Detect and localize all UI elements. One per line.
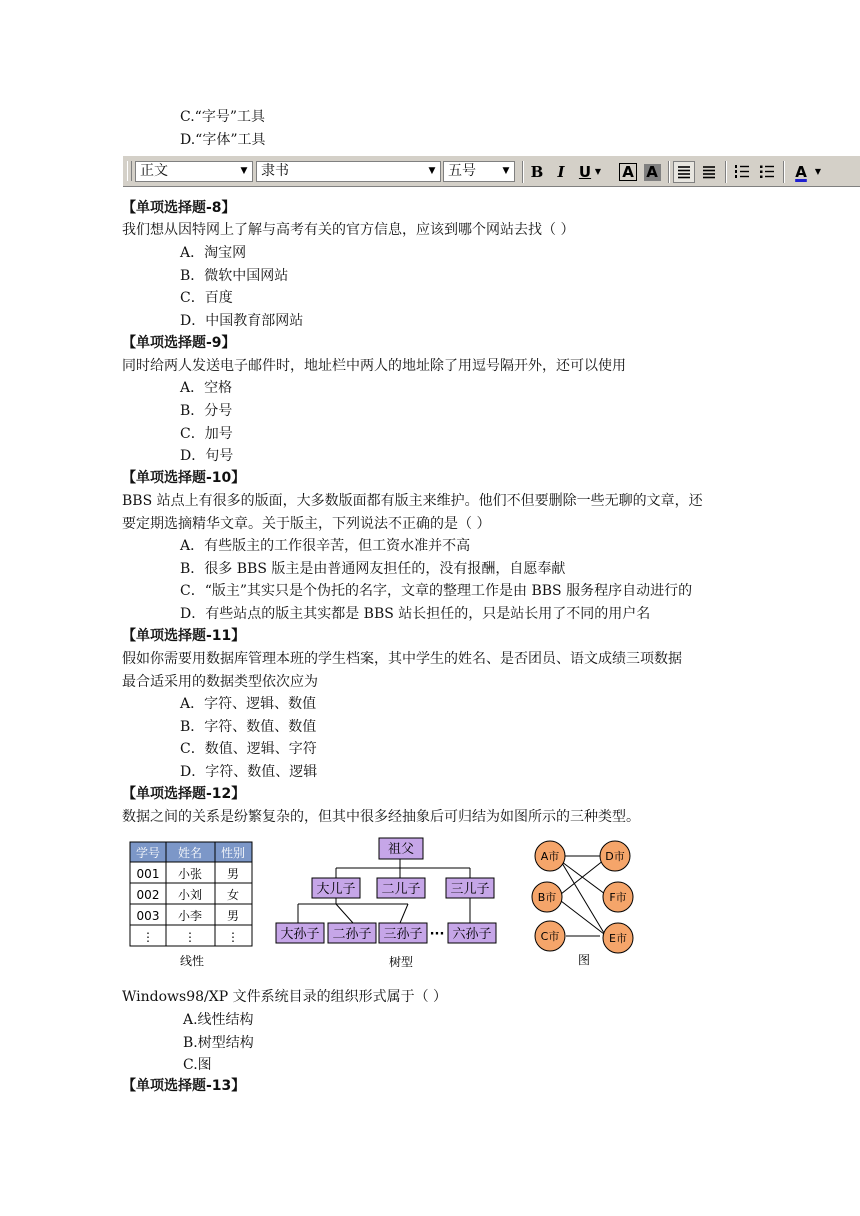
tree-grandchild-node: 大孙子: [280, 927, 320, 942]
option-c: C．数值、逻辑、字符: [180, 741, 317, 757]
table-header-cell: 性别: [220, 846, 246, 860]
tree-root-node: 祖父: [387, 842, 415, 857]
table-caption: 线性: [179, 954, 205, 968]
font-color-icon: A: [795, 163, 807, 181]
toolbar-grip: [127, 161, 132, 181]
option-c: C.图: [183, 1057, 212, 1073]
toolbar-separator: [725, 161, 727, 183]
prev-option-c: C.“字号”工具: [180, 109, 265, 125]
toolbar-separator: [668, 161, 670, 183]
justify-icon: [673, 161, 695, 183]
graph-node: D市: [605, 850, 625, 863]
table-cell: 小李: [177, 909, 203, 923]
option-a: A．淘宝网: [180, 245, 247, 261]
question-heading: 【单项选择题-8】: [122, 200, 236, 216]
option-b: B．微软中国网站: [180, 268, 289, 284]
table-header-cell: 学号: [135, 846, 161, 860]
option-a: A.线性结构: [183, 1012, 254, 1028]
dropdown-arrow-icon: ▼: [502, 166, 510, 176]
dropdown-arrow-icon: ▼: [240, 166, 248, 176]
option-a: A．空格: [180, 380, 233, 396]
data-structure-figure: [120, 832, 660, 977]
option-d: D．句号: [180, 448, 234, 464]
option-d: D．有些站点的版主其实都是 BBS 站长担任的，只是站长用了不同的用户名: [180, 606, 651, 622]
size-combo: [443, 161, 515, 182]
table-cell: ⋮: [184, 930, 196, 944]
option-b: B.树型结构: [183, 1035, 254, 1051]
font-value: 隶书: [261, 163, 289, 179]
table-cell: 小张: [177, 867, 203, 881]
table-cell: 003: [136, 909, 160, 923]
graph-node: B市: [537, 891, 557, 904]
table-cell: 002: [136, 888, 160, 902]
option-b: B．字符、数值、数值: [180, 719, 317, 735]
dropdown-arrow-icon: ▼: [594, 167, 602, 176]
option-a: A．有些版主的工作很辛苦，但工资水准并不高: [180, 538, 471, 554]
table-cell: ⋮: [227, 930, 239, 944]
question-heading: 【单项选择题-9】: [122, 335, 236, 351]
option-c: C．“版主”其实只是个伪托的名字，文章的整理工作是由 BBS 服务程序自动进行的: [180, 583, 693, 599]
tree-caption: 树型: [388, 955, 414, 969]
style-value: 正文: [140, 163, 168, 179]
tree-child-node: 二儿子: [381, 882, 421, 897]
numbered-list-icon: [731, 161, 753, 183]
tree-child-node: 三儿子: [450, 882, 490, 897]
graph-node: A市: [540, 850, 560, 863]
question-heading: 【单项选择题-10】: [122, 470, 246, 486]
tree-ellipsis: ···: [429, 927, 445, 942]
toolbar-separator: [522, 161, 524, 183]
table-cell: ⋮: [142, 930, 154, 944]
bold-icon: B: [530, 163, 544, 181]
question-heading: 【单项选择题-13】: [122, 1078, 246, 1094]
table-cell: 001: [136, 867, 160, 881]
prev-option-d: D.“字体”工具: [180, 132, 266, 148]
option-b: B．分号: [180, 403, 233, 419]
distributed-icon: [698, 161, 720, 183]
option-d: D．中国教育部网站: [180, 313, 304, 329]
option-c: C．百度: [180, 290, 233, 306]
graph-node: C市: [540, 930, 560, 943]
table-cell: 男: [226, 867, 240, 881]
graph-node: E市: [609, 932, 627, 945]
linear-table: [130, 842, 252, 968]
question-followup: Windows98/XP 文件系统目录的组织形式属于（ ）: [122, 989, 448, 1005]
char-shading-icon: A: [641, 161, 663, 183]
char-border-icon: A: [617, 161, 639, 183]
underline-icon: U: [578, 163, 592, 181]
graph-diagram: [532, 841, 633, 967]
tree-diagram: [276, 838, 496, 969]
graph-node: F市: [609, 891, 627, 904]
graph-caption: 图: [577, 953, 591, 967]
formatting-toolbar: [123, 155, 860, 187]
tree-grandchild-node: 二孙子: [332, 927, 372, 942]
option-d: D．字符、数值、逻辑: [180, 764, 318, 780]
dropdown-arrow-icon: ▼: [428, 166, 436, 176]
question-stem-line-1: BBS 站点上有很多的版面，大多数版面都有版主来维护。他们不但要删除一些无聊的文章，还: [122, 493, 703, 509]
tree-grandchild-node: 三孙子: [383, 927, 423, 942]
toolbar-separator: [783, 161, 785, 183]
question-stem: 我们想从因特网上了解与高考有关的官方信息，应该到哪个网站去找（ ）: [122, 222, 575, 238]
tree-grandchild-node: 六孙子: [452, 927, 492, 942]
question-stem: 同时给两人发送电子邮件时，地址栏中两人的地址除了用逗号隔开外，还可以使用: [122, 358, 626, 374]
dropdown-arrow-icon: ▼: [814, 167, 822, 176]
question-stem: 数据之间的关系是纷繁复杂的，但其中很多经抽象后可归结为如图所示的三种类型。: [122, 809, 640, 825]
option-c: C．加号: [180, 426, 233, 442]
table-cell: 小刘: [177, 888, 203, 902]
table-cell: 女: [226, 888, 240, 902]
question-stem-line-1: 假如你需要用数据库管理本班的学生档案，其中学生的姓名、是否团员、语文成绩三项数据: [122, 651, 682, 667]
question-stem-line-2: 最合适采用的数据类型依次应为: [122, 674, 318, 690]
italic-icon: I: [557, 163, 565, 181]
question-heading: 【单项选择题-12】: [122, 786, 246, 802]
table-cell: 男: [226, 909, 240, 923]
option-a: A．字符、逻辑、数值: [180, 696, 317, 712]
option-b: B．很多 BBS 版主是由普通网友担任的，没有报酬，自愿奉献: [180, 561, 566, 577]
tree-child-node: 大儿子: [316, 882, 356, 897]
question-stem-line-2: 要定期选摘精华文章。关于版主，下列说法不正确的是（ ）: [122, 516, 491, 532]
size-value: 五号: [448, 163, 476, 179]
style-combo: [135, 161, 253, 182]
bullet-list-icon: [756, 161, 778, 183]
font-combo: [256, 161, 441, 182]
table-header-cell: 姓名: [177, 846, 203, 860]
question-heading: 【单项选择题-11】: [122, 628, 246, 644]
